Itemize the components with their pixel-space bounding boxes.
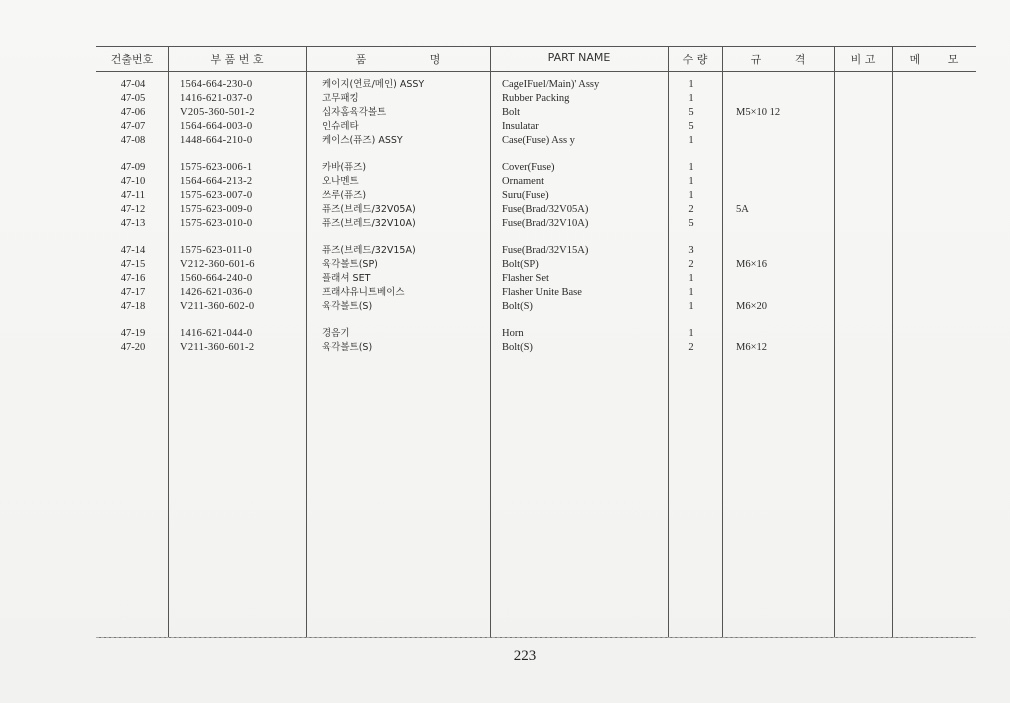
table-row <box>96 106 976 120</box>
row-number: 47-19 <box>120 328 146 339</box>
table-row <box>96 78 976 92</box>
table-row <box>96 258 976 272</box>
part-name-korean: 십자홈육각볼트 <box>322 107 387 118</box>
part-name-english: Fuse(Brad/32V10A) <box>502 218 589 229</box>
table-row <box>96 286 976 300</box>
header-part-name: PART NAME <box>547 51 611 64</box>
part-name-english: Bolt(SP) <box>502 259 539 270</box>
row-number: 47-15 <box>120 259 146 270</box>
table-row <box>96 92 976 106</box>
part-name-korean: 퓨즈(브레드/32V05A) <box>322 204 416 215</box>
quantity: 1 <box>688 273 694 284</box>
table-row <box>96 161 976 175</box>
quantity: 1 <box>688 93 694 104</box>
part-name-english: Flasher Unite Base <box>502 287 582 298</box>
part-name-english: Insulatar <box>502 121 539 132</box>
row-number: 47-14 <box>120 245 146 256</box>
quantity: 1 <box>688 190 694 201</box>
part-name-korean: 고무패킹 <box>322 93 359 104</box>
table-row <box>96 134 976 148</box>
header-qty: 수 량 <box>682 53 708 66</box>
quantity: 1 <box>688 287 694 298</box>
quantity: 1 <box>688 162 694 173</box>
part-name-english: Rubber Packing <box>502 93 570 104</box>
part-name-korean: 쓰루(퓨즈) <box>322 190 367 201</box>
table-row <box>96 244 976 258</box>
row-number: 47-20 <box>120 342 146 353</box>
row-number: 47-10 <box>120 176 146 187</box>
header-name-kr: 품 명 <box>355 53 441 66</box>
table-row <box>96 300 976 314</box>
part-number: 1575-623-010-0 <box>180 218 253 229</box>
table-row <box>96 175 976 189</box>
parts-table <box>96 46 976 638</box>
part-name-english: Fuse(Brad/32V05A) <box>502 204 589 215</box>
quantity: 1 <box>688 301 694 312</box>
part-number: 1416-621-044-0 <box>180 328 253 339</box>
part-name-korean: 육각볼트(S) <box>322 301 373 312</box>
table-row <box>96 217 976 231</box>
part-name-english: Bolt(S) <box>502 342 533 353</box>
table-row <box>96 272 976 286</box>
quantity: 2 <box>688 259 694 270</box>
row-number: 47-13 <box>120 218 146 229</box>
part-name-korean: 카바(퓨즈) <box>322 162 367 173</box>
part-number: 1575-623-007-0 <box>180 190 253 201</box>
quantity: 1 <box>688 135 694 146</box>
part-name-english: Suru(Fuse) <box>502 190 549 201</box>
specification: 5A <box>736 204 749 215</box>
part-number: 1575-623-009-0 <box>180 204 253 215</box>
row-number: 47-16 <box>120 273 146 284</box>
part-name-korean: 케이스(퓨즈) ASSY <box>322 135 403 146</box>
part-name-english: Bolt <box>502 107 521 118</box>
part-name-korean: 육각볼트(S) <box>322 342 373 353</box>
part-name-english: Cover(Fuse) <box>502 162 555 173</box>
specification: M6×16 <box>736 259 768 270</box>
part-name-korean: 퓨즈(브레드/32V10A) <box>322 218 416 229</box>
part-number: 1416-621-037-0 <box>180 93 253 104</box>
part-name-korean: 프래샤유니트베이스 <box>322 287 405 298</box>
part-name-english: Fuse(Brad/32V15A) <box>502 245 589 256</box>
table-row <box>96 189 976 203</box>
part-number: 1575-623-006-1 <box>180 162 253 173</box>
table-row <box>96 341 976 355</box>
part-name-english: Ornament <box>502 176 544 187</box>
header-part-no: 부 품 번 호 <box>210 53 264 66</box>
part-number: V212-360-601-6 <box>180 259 255 270</box>
table-row <box>96 120 976 134</box>
row-number: 47-05 <box>120 93 146 104</box>
part-number: V205-360-501-2 <box>180 107 255 118</box>
row-number: 47-08 <box>120 135 146 146</box>
quantity: 5 <box>688 121 694 132</box>
table-row <box>96 327 976 341</box>
part-name-korean: 오나멘트 <box>322 176 359 187</box>
row-number: 47-09 <box>120 162 146 173</box>
part-name-korean: 육각볼트(SP) <box>322 259 378 270</box>
part-number: 1564-664-213-2 <box>180 176 253 187</box>
quantity: 5 <box>688 218 694 229</box>
quantity: 2 <box>688 342 694 353</box>
part-name-korean: 케이지(연료/메인) ASSY <box>322 79 425 90</box>
part-number: 1575-623-011-0 <box>180 245 253 256</box>
part-number: 1426-621-036-0 <box>180 287 253 298</box>
part-name-korean: 경음기 <box>322 328 350 339</box>
page-number: 223 <box>513 648 537 664</box>
row-number: 47-07 <box>120 121 146 132</box>
header-remark: 비 고 <box>850 53 876 66</box>
part-name-korean: 인슈레타 <box>322 121 359 132</box>
part-number: 1448-664-210-0 <box>180 135 253 146</box>
part-name-english: CageIFuel/Main)' Assy <box>502 79 600 90</box>
specification: M6×20 <box>736 301 768 312</box>
quantity: 1 <box>688 328 694 339</box>
part-name-english: Bolt(S) <box>502 301 533 312</box>
bottom-rule <box>96 637 976 638</box>
header-no: 건출번호 <box>110 53 154 66</box>
row-number: 47-18 <box>120 301 146 312</box>
header-memo: 메 모 <box>909 53 959 66</box>
table-header <box>96 47 976 72</box>
specification: M5×10 12 <box>736 107 781 118</box>
row-number: 47-11 <box>120 190 146 201</box>
quantity: 1 <box>688 79 694 90</box>
part-name-korean: 퓨즈(브레드/32V15A) <box>322 245 416 256</box>
part-name-korean: 플래셔 SET <box>322 273 371 284</box>
quantity: 5 <box>688 107 694 118</box>
part-number: V211-360-602-0 <box>180 301 255 312</box>
quantity: 1 <box>688 176 694 187</box>
row-number: 47-17 <box>120 287 146 298</box>
part-name-english: Case(Fuse) Ass y <box>502 135 575 146</box>
header-spec: 규 격 <box>750 53 806 66</box>
part-name-english: Flasher Set <box>502 273 549 284</box>
row-number: 47-04 <box>120 79 146 90</box>
part-number: 1564-664-230-0 <box>180 79 253 90</box>
part-number: 1564-664-003-0 <box>180 121 253 132</box>
row-number: 47-12 <box>120 204 146 215</box>
part-number: 1560-664-240-0 <box>180 273 253 284</box>
row-number: 47-06 <box>120 107 146 118</box>
part-name-english: Horn <box>502 328 524 339</box>
table-row <box>96 203 976 217</box>
quantity: 2 <box>688 204 694 215</box>
part-number: V211-360-601-2 <box>180 342 255 353</box>
quantity: 3 <box>688 245 694 256</box>
specification: M6×12 <box>736 342 768 353</box>
